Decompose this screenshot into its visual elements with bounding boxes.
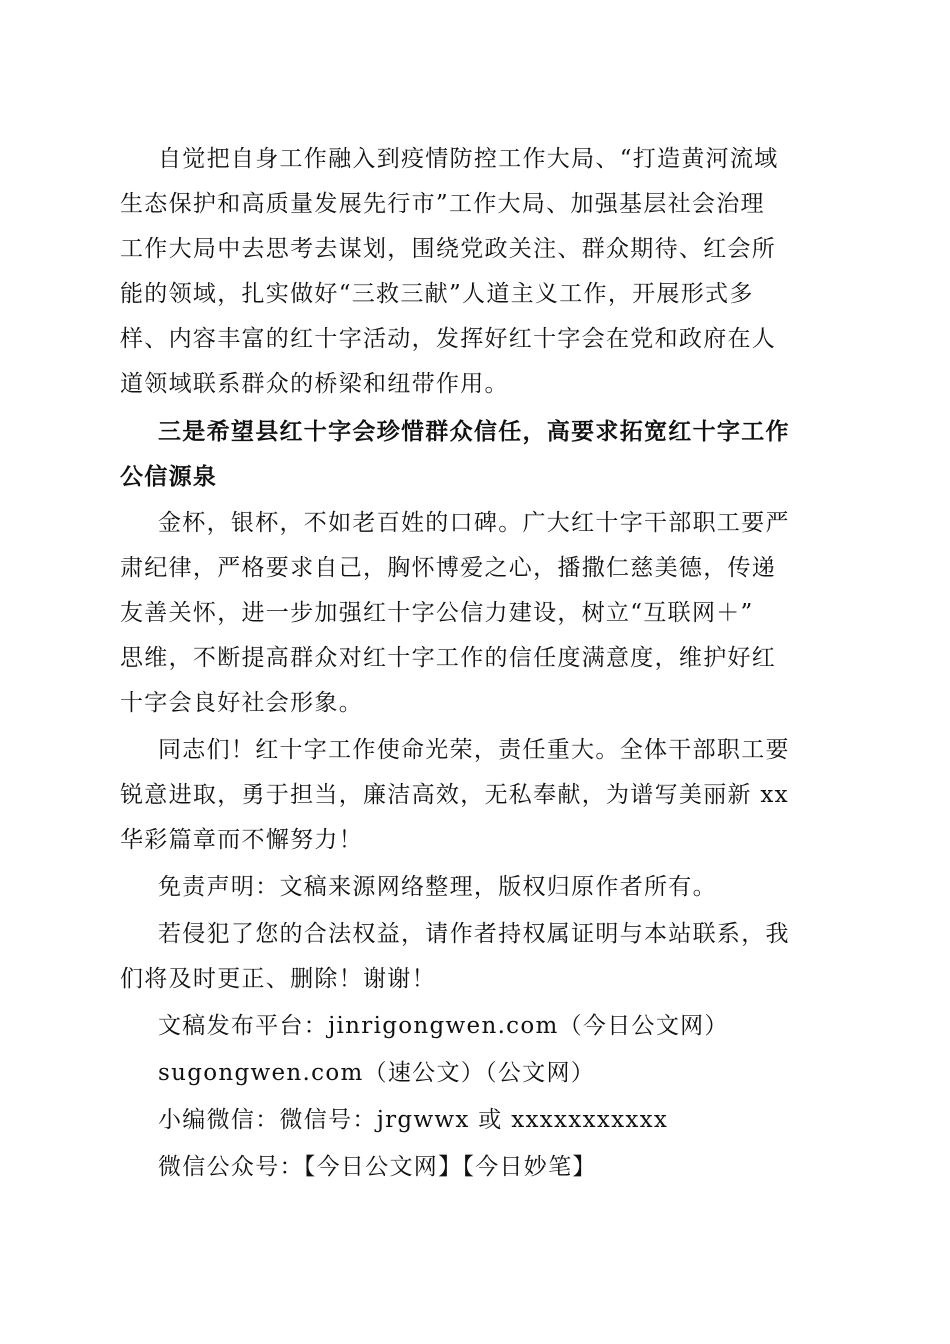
disclaimer [120, 865, 824, 910]
wechat-info [120, 1098, 824, 1143]
paragraph-2-line: 肃纪律，严格要求自己，胸怀博爱之心，播撒仁慈美德，传递 [120, 555, 777, 581]
official-account-text: 微信公众号：【今日公文网】【今日妙笔】 [158, 1154, 597, 1180]
section-heading-line: 三是希望县红十字会珍惜群众信任，高要求拓宽红十字工作 [158, 418, 790, 445]
infringement-notice [120, 912, 824, 1002]
wechat-text: 小编微信：微信号：jrgwwx 或 xxxxxxxxxxx [158, 1107, 669, 1133]
paragraph-1-line: 生态保护和高质量发展先行市”工作大局、加强基层社会治理 [120, 191, 765, 217]
platform-info [120, 1004, 824, 1049]
paragraph-2 [120, 501, 824, 726]
platform-info-2 [120, 1051, 824, 1096]
paragraph-2-line: 友善关怀，进一步加强红十字公信力建设，树立“互联网＋” [120, 600, 754, 626]
disclaimer-text: 免责声明：文稿来源网络整理，版权归原作者所有。 [158, 874, 717, 900]
infringement-line: 们将及时更正、删除！谢谢！ [120, 966, 436, 992]
paragraph-2-line: 十字会良好社会形象。 [120, 690, 363, 716]
paragraph-3-line: 同志们！红十字工作使命光荣，责任重大。全体干部职工要 [158, 737, 790, 763]
section-heading-line: 公信源泉 [120, 463, 218, 490]
paragraph-1-line: 工作大局中去思考去谋划，围绕党政关注、群众期待、红会所 [120, 236, 777, 262]
paragraph-2-line: 金杯，银杯，不如老百姓的口碑。广大红十字干部职工要严 [158, 510, 790, 536]
paragraph-1-line: 样、内容丰富的红十字活动，发挥好红十字会在党和政府在人 [120, 326, 777, 352]
paragraph-3 [120, 728, 824, 863]
paragraph-3-line: 华彩篇章而不懈努力！ [120, 827, 363, 853]
document-page [120, 137, 824, 1192]
infringement-line: 若侵犯了您的合法权益，请作者持权属证明与本站联系，我 [158, 921, 790, 947]
paragraph-1 [120, 137, 824, 407]
platform-text: 文稿发布平台：jinrigongwen.com（今日公文网） [158, 1013, 729, 1039]
section-heading [120, 409, 824, 499]
paragraph-1-line: 能的领域，扎实做好“三救三献”人道主义工作，开展形式多 [120, 281, 754, 307]
paragraph-2-line: 思维，不断提高群众对红十字工作的信任度满意度，维护好红 [120, 645, 777, 671]
official-account-info [120, 1145, 824, 1190]
paragraph-3-line: 锐意进取，勇于担当，廉洁高效，无私奉献，为谱写美丽新 xx [120, 782, 789, 808]
paragraph-1-line: 道领域联系群众的桥梁和纽带作用。 [120, 371, 509, 397]
paragraph-1-line: 自觉把自身工作融入到疫情防控工作大局、“打造黄河流域 [158, 146, 779, 172]
platform-2-text: sugongwen.com（速公文）（公文网） [158, 1060, 596, 1086]
